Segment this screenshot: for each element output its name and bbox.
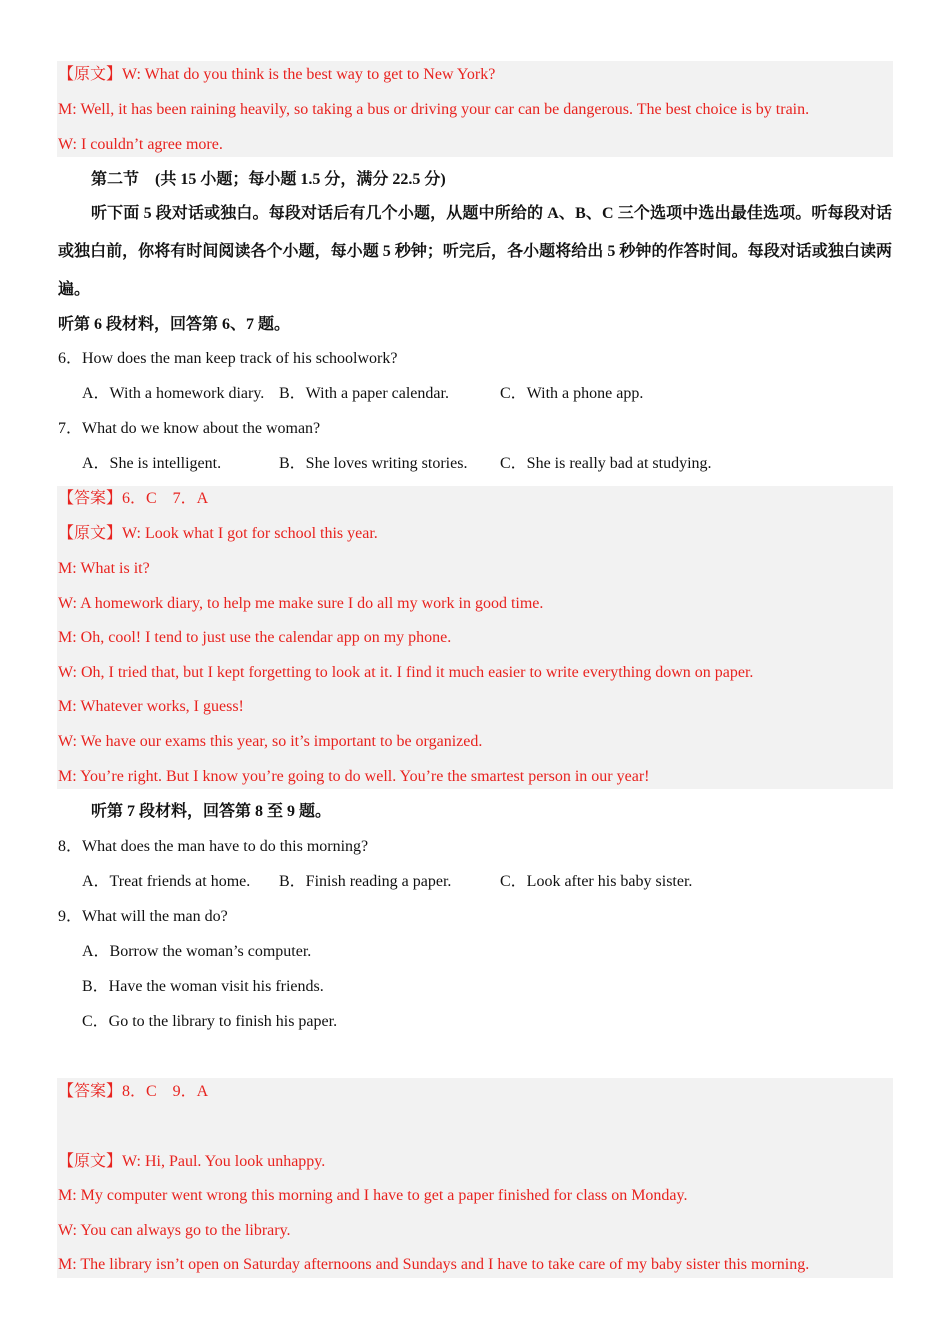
q8-option-b: B．Finish reading a paper. bbox=[279, 873, 452, 890]
answer-6-7: 【答案】6．C 7．A bbox=[58, 490, 209, 507]
q9-option-c: C．Go to the library to finish his paper. bbox=[82, 1013, 338, 1030]
transcript-line: W: I couldn’t agree more. bbox=[58, 136, 223, 153]
answer-block-8-9-bg bbox=[57, 1078, 893, 1278]
q7-option-c: C．She is really bad at studying. bbox=[500, 455, 712, 472]
transcript-line: W: A homework diary, to help me make sure I do all my work in good time. bbox=[58, 595, 544, 612]
transcript-line: M: The library isn’t open on Saturday afternoons and Sundays and I have to take care of my baby sister this morning. bbox=[58, 1256, 810, 1273]
q6-option-a: A．With a homework diary. bbox=[82, 385, 265, 402]
transcript-line: W: We have our exams this year, so it’s important to be organized. bbox=[58, 733, 483, 750]
q7-option-a: A．She is intelligent. bbox=[82, 455, 222, 472]
transcript-line: W: Oh, I tried that, but I kept forgetting to look at it. I find it much easier to write everything down on paper. bbox=[58, 664, 754, 681]
question-7: 7．What do we know about the woman? bbox=[58, 420, 321, 437]
transcript-line: 【原文】W: Hi, Paul. You look unhappy. bbox=[58, 1153, 326, 1170]
transcript-line: M: Whatever works, I guess! bbox=[58, 698, 244, 715]
section-instructions: 听下面 5 段对话或独白。每段对话后有几个小题，从题中所给的 A、B、C 三个选项中选出最佳选项。听每段对话或独白前，你将有时间阅读各个小题，每小题 5 秒钟；听完后，各小题将给出 5 秒钟的作答时间。每段对话或独白读两遍。 bbox=[58, 205, 892, 298]
transcript-line: M: My computer went wrong this morning and I have to get a paper finished for class on Monday. bbox=[58, 1187, 688, 1204]
question-9: 9．What will the man do? bbox=[58, 908, 228, 925]
answer-8-9: 【答案】8．C 9．A bbox=[58, 1083, 209, 1100]
transcript-line: M: Well, it has been raining heavily, so taking a bus or driving your car can be dangerous. The best choice is by train. bbox=[58, 101, 810, 118]
part6-heading: 听第 6 段材料，回答第 6、7 题。 bbox=[58, 316, 291, 333]
q6-option-c: C．With a phone app. bbox=[500, 385, 644, 402]
transcript-line: W: You can always go to the library. bbox=[58, 1222, 291, 1239]
transcript-line: 【原文】W: What do you think is the best way to get to New York? bbox=[58, 66, 496, 83]
q6-option-b: B．With a paper calendar. bbox=[279, 385, 449, 402]
q7-option-b: B．She loves writing stories. bbox=[279, 455, 468, 472]
transcript-line: 【原文】W: Look what I got for school this year. bbox=[58, 525, 378, 542]
part7-heading: 听第 7 段材料，回答第 8 至 9 题。 bbox=[91, 803, 332, 820]
section-title: 第二节 (共 15 小题；每小题 1.5 分，满分 22.5 分) bbox=[91, 171, 446, 188]
q8-option-c: C．Look after his baby sister. bbox=[500, 873, 693, 890]
transcript-line: M: You’re right. But I know you’re going to do well. You’re the smartest person in our year! bbox=[58, 768, 650, 785]
question-6: 6．How does the man keep track of his schoolwork? bbox=[58, 350, 398, 367]
question-8: 8．What does the man have to do this morning? bbox=[58, 838, 369, 855]
q9-option-b: B．Have the woman visit his friends. bbox=[82, 978, 324, 995]
transcript-line: M: Oh, cool! I tend to just use the calendar app on my phone. bbox=[58, 629, 452, 646]
q9-option-a: A．Borrow the woman’s computer. bbox=[82, 943, 312, 960]
transcript-line: M: What is it? bbox=[58, 560, 150, 577]
q8-option-a: A．Treat friends at home. bbox=[82, 873, 251, 890]
